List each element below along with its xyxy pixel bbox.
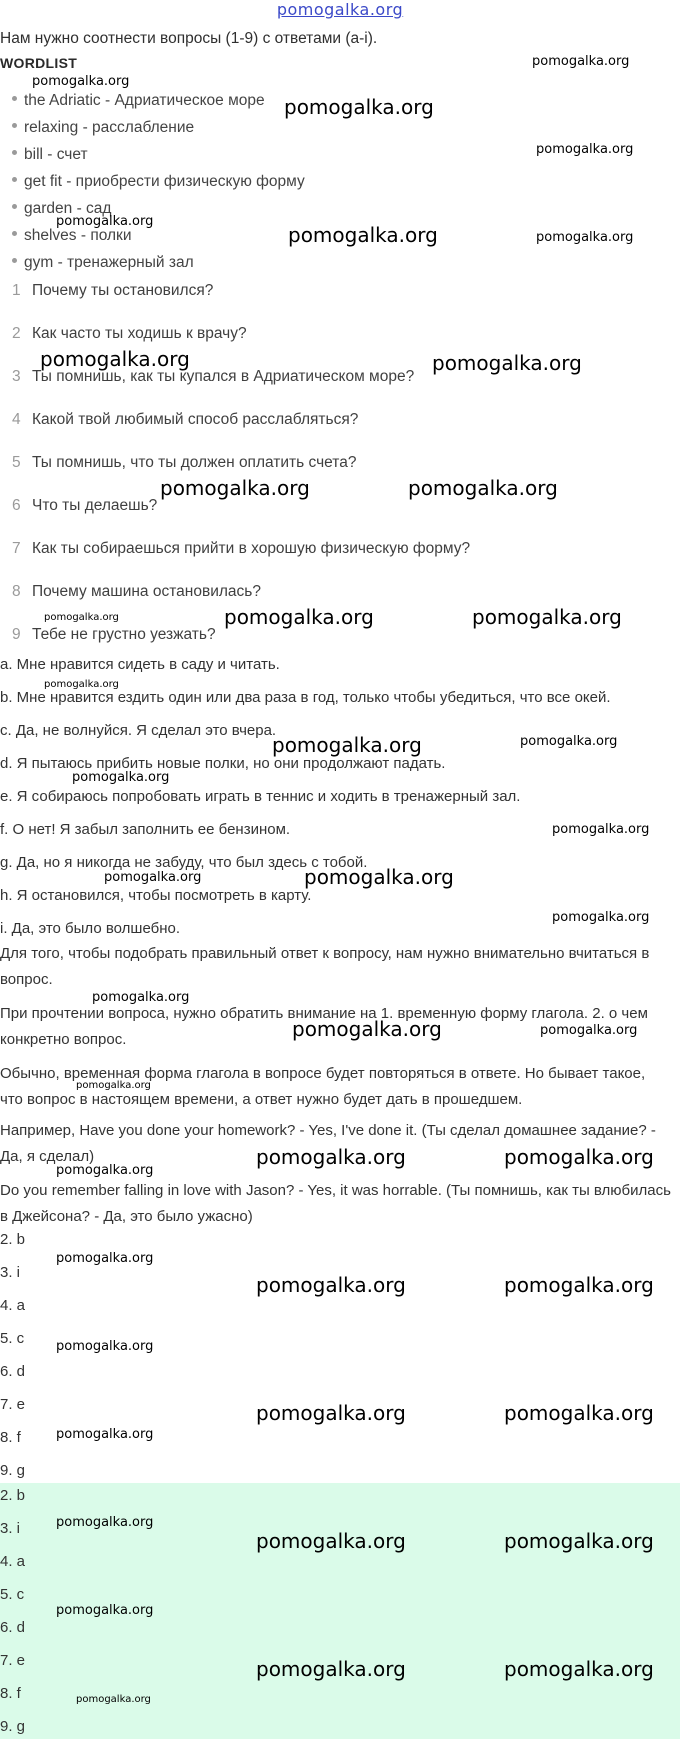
answer-key-item: 3. i (0, 1520, 21, 1537)
watermark: pomogalka.org (256, 1145, 406, 1169)
question-item: 5 Ты помнишь, что ты должен оплатить счета? (12, 454, 357, 471)
watermark: pomogalka.org (504, 1273, 654, 1297)
bullet-icon (12, 231, 17, 236)
watermark: pomogalka.org (540, 1023, 638, 1038)
wordlist-item: bill - счет (12, 146, 88, 164)
question-item: 2 Как часто ты ходишь к врачу? (12, 325, 247, 342)
watermark: pomogalka.org (536, 142, 634, 157)
watermark: pomogalka.org (32, 74, 130, 89)
wordlist-item: the Adriatic - Адриатическое море (12, 92, 265, 110)
bullet-icon (12, 258, 17, 263)
answer-key-item: 7. e (0, 1396, 26, 1413)
answer-item: g. Да, но я никогда не забуду, что был здесь с тобой. (0, 854, 368, 871)
answer-item: a. Мне нравится сидеть в саду и читать. (0, 656, 280, 673)
bullet-icon (12, 177, 17, 182)
answer-key-item: 6. d (0, 1619, 26, 1636)
answer-key-item: 7. e (0, 1652, 26, 1669)
watermark: pomogalka.org (76, 1694, 151, 1705)
explanation-paragraph: Для того, чтобы подобрать правильный ответ к вопросу, нам нужно внимательно вчитаться в вопрос. (0, 945, 650, 988)
answer-item: i. Да, это было волшебно. (0, 920, 180, 937)
wordlist-item: shelves - полки (12, 227, 132, 245)
answer-key-item: 4. a (0, 1297, 26, 1314)
bullet-icon (12, 96, 17, 101)
watermark: pomogalka.org (72, 770, 170, 785)
answer-item: c. Да, не волнуйся. Я сделал это вчера. (0, 722, 277, 739)
wordlist-item: gym - тренажерный зал (12, 254, 194, 272)
bullet-icon (12, 204, 17, 209)
question-item: 8 Почему машина остановилась? (12, 583, 261, 600)
watermark: pomogalka.org (56, 1339, 154, 1354)
watermark: pomogalka.org (44, 679, 119, 690)
task-intro: Нам нужно соотнести вопросы (1-9) с ответами (a-i). (0, 30, 378, 47)
wordlist-item: relaxing - расслабление (12, 119, 194, 137)
answer-key-item: 6. d (0, 1363, 26, 1380)
watermark: pomogalka.org (224, 605, 374, 629)
watermark: pomogalka.org (292, 1017, 442, 1041)
bullet-icon (12, 123, 17, 128)
watermark: pomogalka.org (288, 223, 438, 247)
answer-item: f. О нет! Я забыл заполнить ее бензином. (0, 821, 291, 838)
watermark: pomogalka.org (56, 1515, 154, 1530)
explanation-paragraph: Например, Have you done your homework? - Yes, I've done it. (Ты сделал домашнее задание? - Да, я сделал) (0, 1122, 656, 1165)
watermark: pomogalka.org (284, 95, 434, 119)
watermark: pomogalka.org (472, 605, 622, 629)
watermark: pomogalka.org (56, 1603, 154, 1618)
watermark: pomogalka.org (256, 1529, 406, 1553)
explanation-paragraph: При прочтении вопроса, нужно обратить внимание на 1. временную форму глагола. 2. о чем конкретно вопрос. (0, 1005, 648, 1048)
wordlist-heading: WORDLIST (0, 55, 78, 71)
answer-key-item: 2. b (0, 1231, 26, 1248)
watermark: pomogalka.org (532, 54, 630, 69)
watermark: pomogalka.org (504, 1657, 654, 1681)
watermark: pomogalka.org (40, 347, 190, 371)
watermark: pomogalka.org (504, 1529, 654, 1553)
site-title-link[interactable]: pomogalka.org (276, 0, 404, 19)
question-item: 6 Что ты делаешь? (12, 497, 158, 514)
watermark: pomogalka.org (520, 734, 618, 749)
answer-key-item: 9. g (0, 1718, 26, 1735)
answer-item: h. Я остановился, чтобы посмотреть в карту. (0, 887, 312, 904)
watermark: pomogalka.org (504, 1145, 654, 1169)
explanation-paragraph: Обычно, временная форма глагола в вопросе будет повторяться в ответе. Но бывает такое, что вопрос в настоящем времени, а ответ нужно будет дать в прошедшем. (0, 1065, 646, 1108)
question-item: 3 Ты помнишь, как ты купался в Адриатическом море? (12, 368, 415, 385)
answer-item: d. Я пытаюсь прибить новые полки, но они продолжают падать. (0, 755, 446, 772)
watermark: pomogalka.org (56, 214, 154, 229)
watermark: pomogalka.org (256, 1657, 406, 1681)
answer-key-item: 8. f (0, 1429, 21, 1446)
watermark: pomogalka.org (160, 476, 310, 500)
watermark: pomogalka.org (56, 1163, 154, 1178)
answer-item: b. Мне нравится ездить один или два раза в год, только чтобы убедиться, что все окей. (0, 689, 611, 706)
watermark: pomogalka.org (552, 822, 650, 837)
watermark: pomogalka.org (104, 870, 202, 885)
answer-item: e. Я собираюсь попробовать играть в теннис и ходить в тренажерный зал. (0, 788, 521, 805)
wordlist-item: get fit - приобрести физическую форму (12, 173, 305, 191)
answer-key-item: 8. f (0, 1685, 21, 1702)
answer-key-item: 5. c (0, 1586, 25, 1603)
watermark: pomogalka.org (44, 612, 119, 623)
question-item: 1 Почему ты остановился? (12, 282, 214, 299)
question-item: 9 Тебе не грустно уезжать? (12, 626, 216, 643)
answer-key-item: 3. i (0, 1264, 21, 1281)
watermark: pomogalka.org (504, 1401, 654, 1425)
answer-key-item: 9. g (0, 1462, 26, 1479)
watermark: pomogalka.org (552, 910, 650, 925)
watermark: pomogalka.org (56, 1251, 154, 1266)
watermark: pomogalka.org (76, 1080, 151, 1091)
answer-key-item: 2. b (0, 1487, 26, 1504)
answer-key-item: 5. c (0, 1330, 25, 1347)
watermark: pomogalka.org (272, 733, 422, 757)
wordlist-item: garden - сад (12, 200, 111, 218)
question-item: 7 Как ты собираешься прийти в хорошую физическую форму? (12, 540, 471, 557)
explanation-paragraph: Do you remember falling in love with Jason? - Yes, it was horrable. (Ты помнишь, как ты влюбилась в Джейсона? - Да, это было ужасно) (0, 1182, 671, 1225)
watermark: pomogalka.org (432, 351, 582, 375)
answer-key-item: 4. a (0, 1553, 26, 1570)
watermark: pomogalka.org (56, 1427, 154, 1442)
watermark: pomogalka.org (536, 230, 634, 245)
bullet-icon (12, 150, 17, 155)
watermark: pomogalka.org (408, 476, 558, 500)
watermark: pomogalka.org (92, 990, 190, 1005)
watermark: pomogalka.org (256, 1401, 406, 1425)
watermark: pomogalka.org (304, 865, 454, 889)
question-item: 4 Какой твой любимый способ расслабляться? (12, 411, 359, 428)
watermark: pomogalka.org (256, 1273, 406, 1297)
